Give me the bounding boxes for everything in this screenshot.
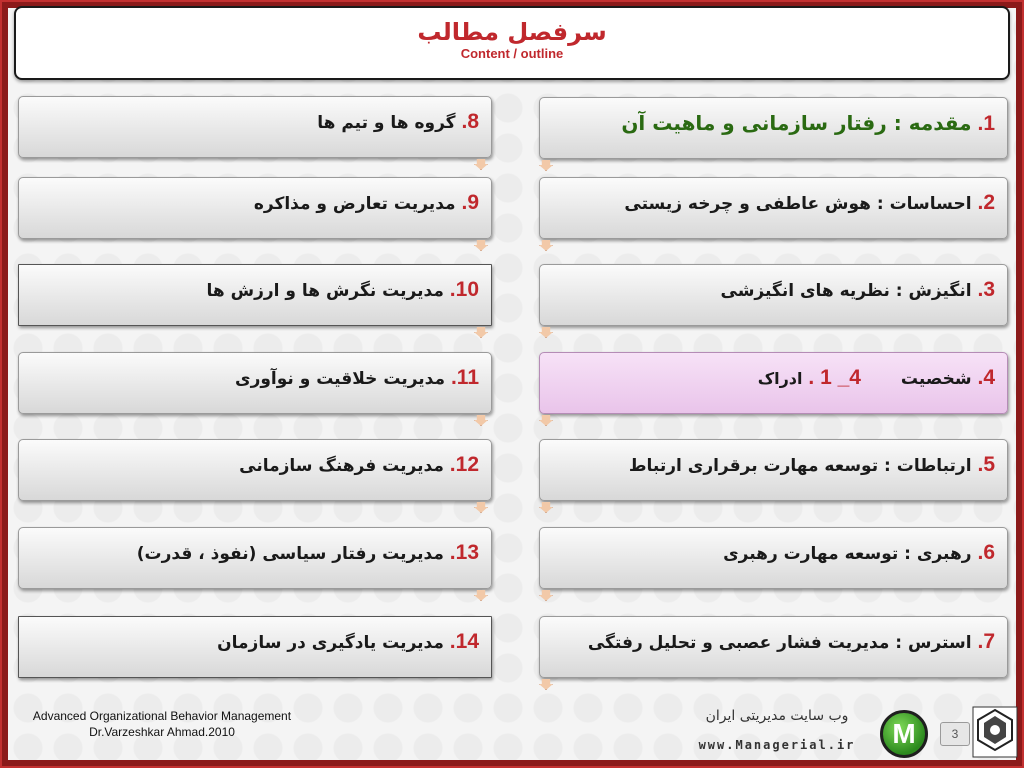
item-number: 5. (977, 453, 995, 476)
item-text: انگیزش : نظریه های انگیزشی (720, 281, 972, 301)
outline-item-5[interactable] (539, 439, 1008, 501)
outline-item-7[interactable] (539, 616, 1008, 678)
item-number: 14. (449, 630, 479, 653)
item-number: 13. (449, 541, 479, 564)
outline-item-2[interactable] (539, 177, 1008, 239)
sub-item-number: 4_ 1 . (808, 366, 861, 389)
outline-item-12[interactable] (18, 439, 492, 501)
item-text: مدیریت خلاقیت و نوآوری (234, 369, 446, 389)
university-logo-icon (972, 706, 1018, 758)
item-text: مدیریت یادگیری در سازمان (217, 633, 444, 653)
item-number: 9. (461, 191, 479, 214)
sub-item-text: ادراک (757, 369, 803, 388)
outline-item-10[interactable] (18, 264, 492, 326)
outline-item-14[interactable] (18, 616, 492, 678)
site-url[interactable]: www.Managerial.ir (698, 738, 856, 752)
course-title: Advanced Organizational Behavior Management (32, 709, 292, 723)
item-number: 6. (977, 541, 995, 564)
item-number: 7. (977, 630, 995, 653)
author-line: Dr.Varzeshkar Ahmad.2010 (89, 725, 235, 739)
item-text: ارتباطات : توسعه مهارت برقراری ارتباط (628, 456, 972, 476)
item-text: رهبری : توسعه مهارت رهبری (723, 544, 972, 564)
outline-item-1[interactable] (539, 97, 1008, 159)
outline-item-6[interactable] (539, 527, 1008, 589)
outline-item-11[interactable] (18, 352, 492, 414)
item-text: مدیریت فرهنگ سازمانی (239, 456, 444, 476)
outline-item-8[interactable] (18, 96, 492, 158)
item-number: 8. (461, 110, 479, 133)
page-subtitle: Content / outline (460, 46, 564, 61)
item-text: گروه ها و تیم ها (317, 113, 456, 133)
outline-item-3[interactable] (539, 264, 1008, 326)
outline-item-13[interactable] (18, 527, 492, 589)
outline-item-4[interactable] (539, 352, 1008, 414)
item-number: 11. (450, 366, 479, 389)
item-text: استرس : مدیریت فشار عصبی و تحلیل رفتگی (587, 633, 972, 653)
item-text: مدیریت تعارض و مذاکره (253, 194, 456, 214)
item-number: 12. (449, 453, 479, 476)
page-number: 3 (940, 722, 970, 746)
outline-item-9[interactable] (18, 177, 492, 239)
managerial-logo-icon: M (880, 710, 928, 758)
item-number: 10. (449, 278, 479, 301)
item-number: 1. (977, 112, 995, 135)
site-name: وب سایت مدیریتی ایران (705, 708, 849, 724)
item-text: مقدمه : رفتار سازمانی و ماهیت آن (621, 111, 972, 135)
item-number: 3. (977, 278, 995, 301)
sub-item (757, 366, 861, 389)
item-text: مدیریت نگرش ها و ارزش ها (206, 281, 444, 301)
item-text: مدیریت رفتار سیاسی (نفوذ ، قدرت) (136, 544, 444, 564)
item-text: شخصیت (900, 369, 972, 389)
item-number: 2. (977, 191, 995, 214)
page-title: سرفصل مطالب (417, 18, 607, 46)
item-text: احساسات : هوش عاطفی و چرخه زیستی (624, 194, 972, 214)
title-box (14, 6, 1010, 80)
footer-credits (12, 708, 312, 740)
item-number: 4. (977, 366, 995, 389)
